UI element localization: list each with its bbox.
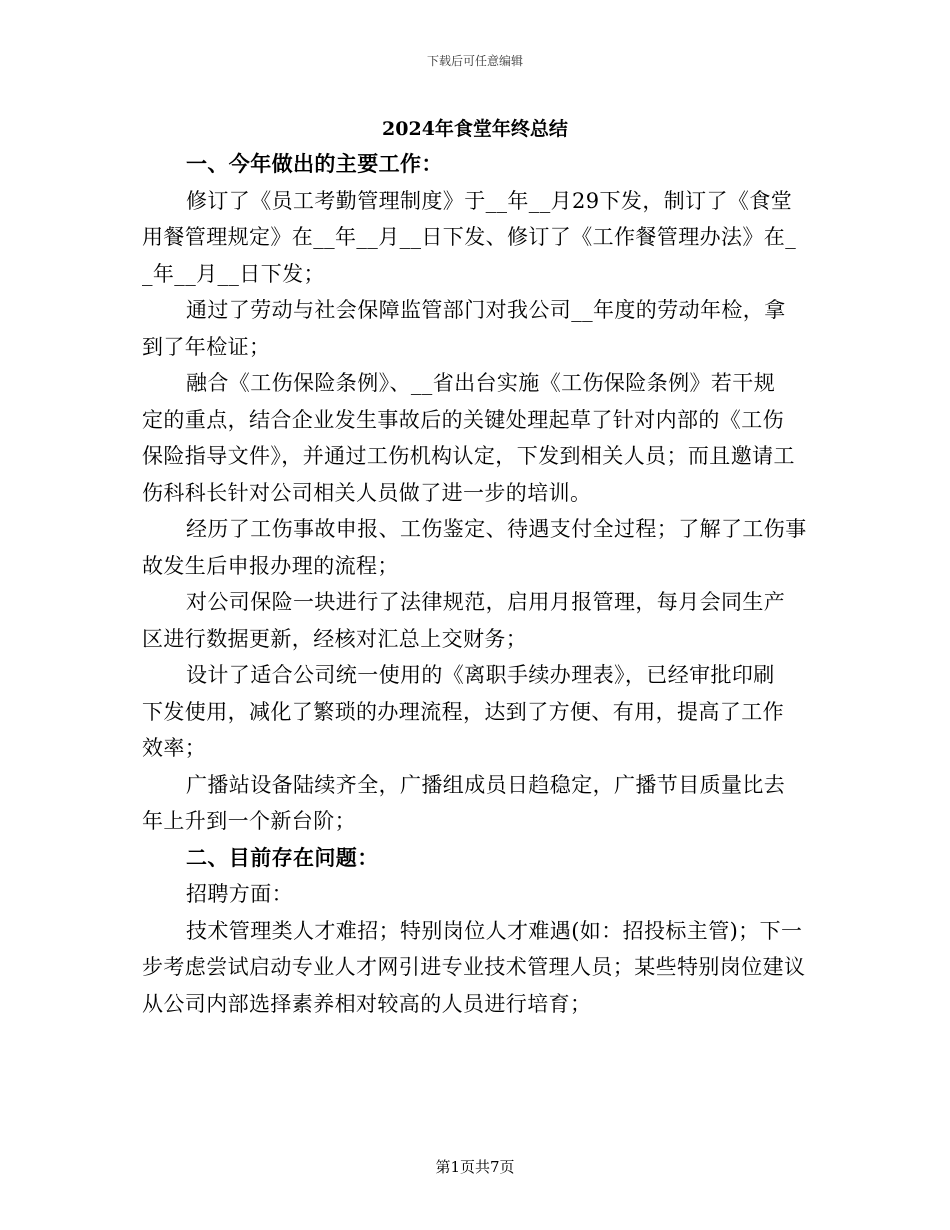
body-text-line: 效率； [142,736,207,760]
body-text-line: 保险指导文件》，并通过工伤机构认定，下发到相关人员；而且邀请工 [142,444,795,468]
body-text-line: 区进行数据更新，经核对汇总上交财务； [142,626,528,651]
page-title: 2024年食堂年终总结 [382,118,568,140]
body-text-line: 融合《工伤保险条例》、__省出台实施《工伤保险条例》若干规 [186,371,776,395]
body-text-line: 故发生后申报办理的流程； [142,553,399,578]
body-text-line: 广播站设备陆续齐全，广播组成员日趋稳定，广播节目质量比去 [186,772,786,797]
body-text-line: 定的重点，结合企业发生事故后的关键处理起草了针对内部的《工伤 [142,407,784,432]
body-text-line: 从公司内部选择素养相对较高的人员进行培育； [142,991,592,1016]
body-text-line: 招聘方面： [186,882,293,906]
body-text-line: 修订了《员工考勤管理制度》于__年__月29下发，制订了《食堂 [186,188,793,213]
body-text-line: 到了年检证； [142,334,271,359]
page-number: 第1页共7页 [435,1158,515,1176]
body-text-line: 年上升到一个新台阶； [142,809,356,833]
body-text-line: _年__月__日下发； [142,261,325,286]
body-text-line: 通过了劳动与社会保障监管部门对我公司__年度的劳动年检，拿 [186,298,786,322]
body-text-line: 步考虑尝试启动专业人才网引进专业技术管理人员；某些特别岗位建议 [142,955,806,979]
body-text-line: 设计了适合公司统一使用的《离职手续办理表》，已经审批印刷 [186,663,775,687]
body-text-line: 对公司保险一块进行了法律规范，启用月报管理，每月会同生产 [186,590,786,614]
section-heading: 一、今年做出的主要工作： [186,151,443,176]
body-text-line: 用餐管理规定》在__年__月__日下发、修订了《工作餐管理办法》在_ [142,225,797,249]
body-text-line: 伤科科长针对公司相关人员做了进一步的培训。 [142,480,592,505]
body-text-line: 技术管理类人才难招；特别岗位人才难遇(如：招投标主管)；下一 [186,918,803,943]
document-body [142,146,810,1022]
body-text-line: 经历了工伤事故申报、工伤鉴定、待遇支付全过程；了解了工伤事 [186,517,807,541]
header-note: 下载后可任意编辑 [426,54,523,68]
body-text-line: 下发使用，减化了繁琐的办理流程，达到了方便、有用，提高了工作 [142,699,784,724]
section-heading: 二、目前存在问题： [186,844,379,870]
